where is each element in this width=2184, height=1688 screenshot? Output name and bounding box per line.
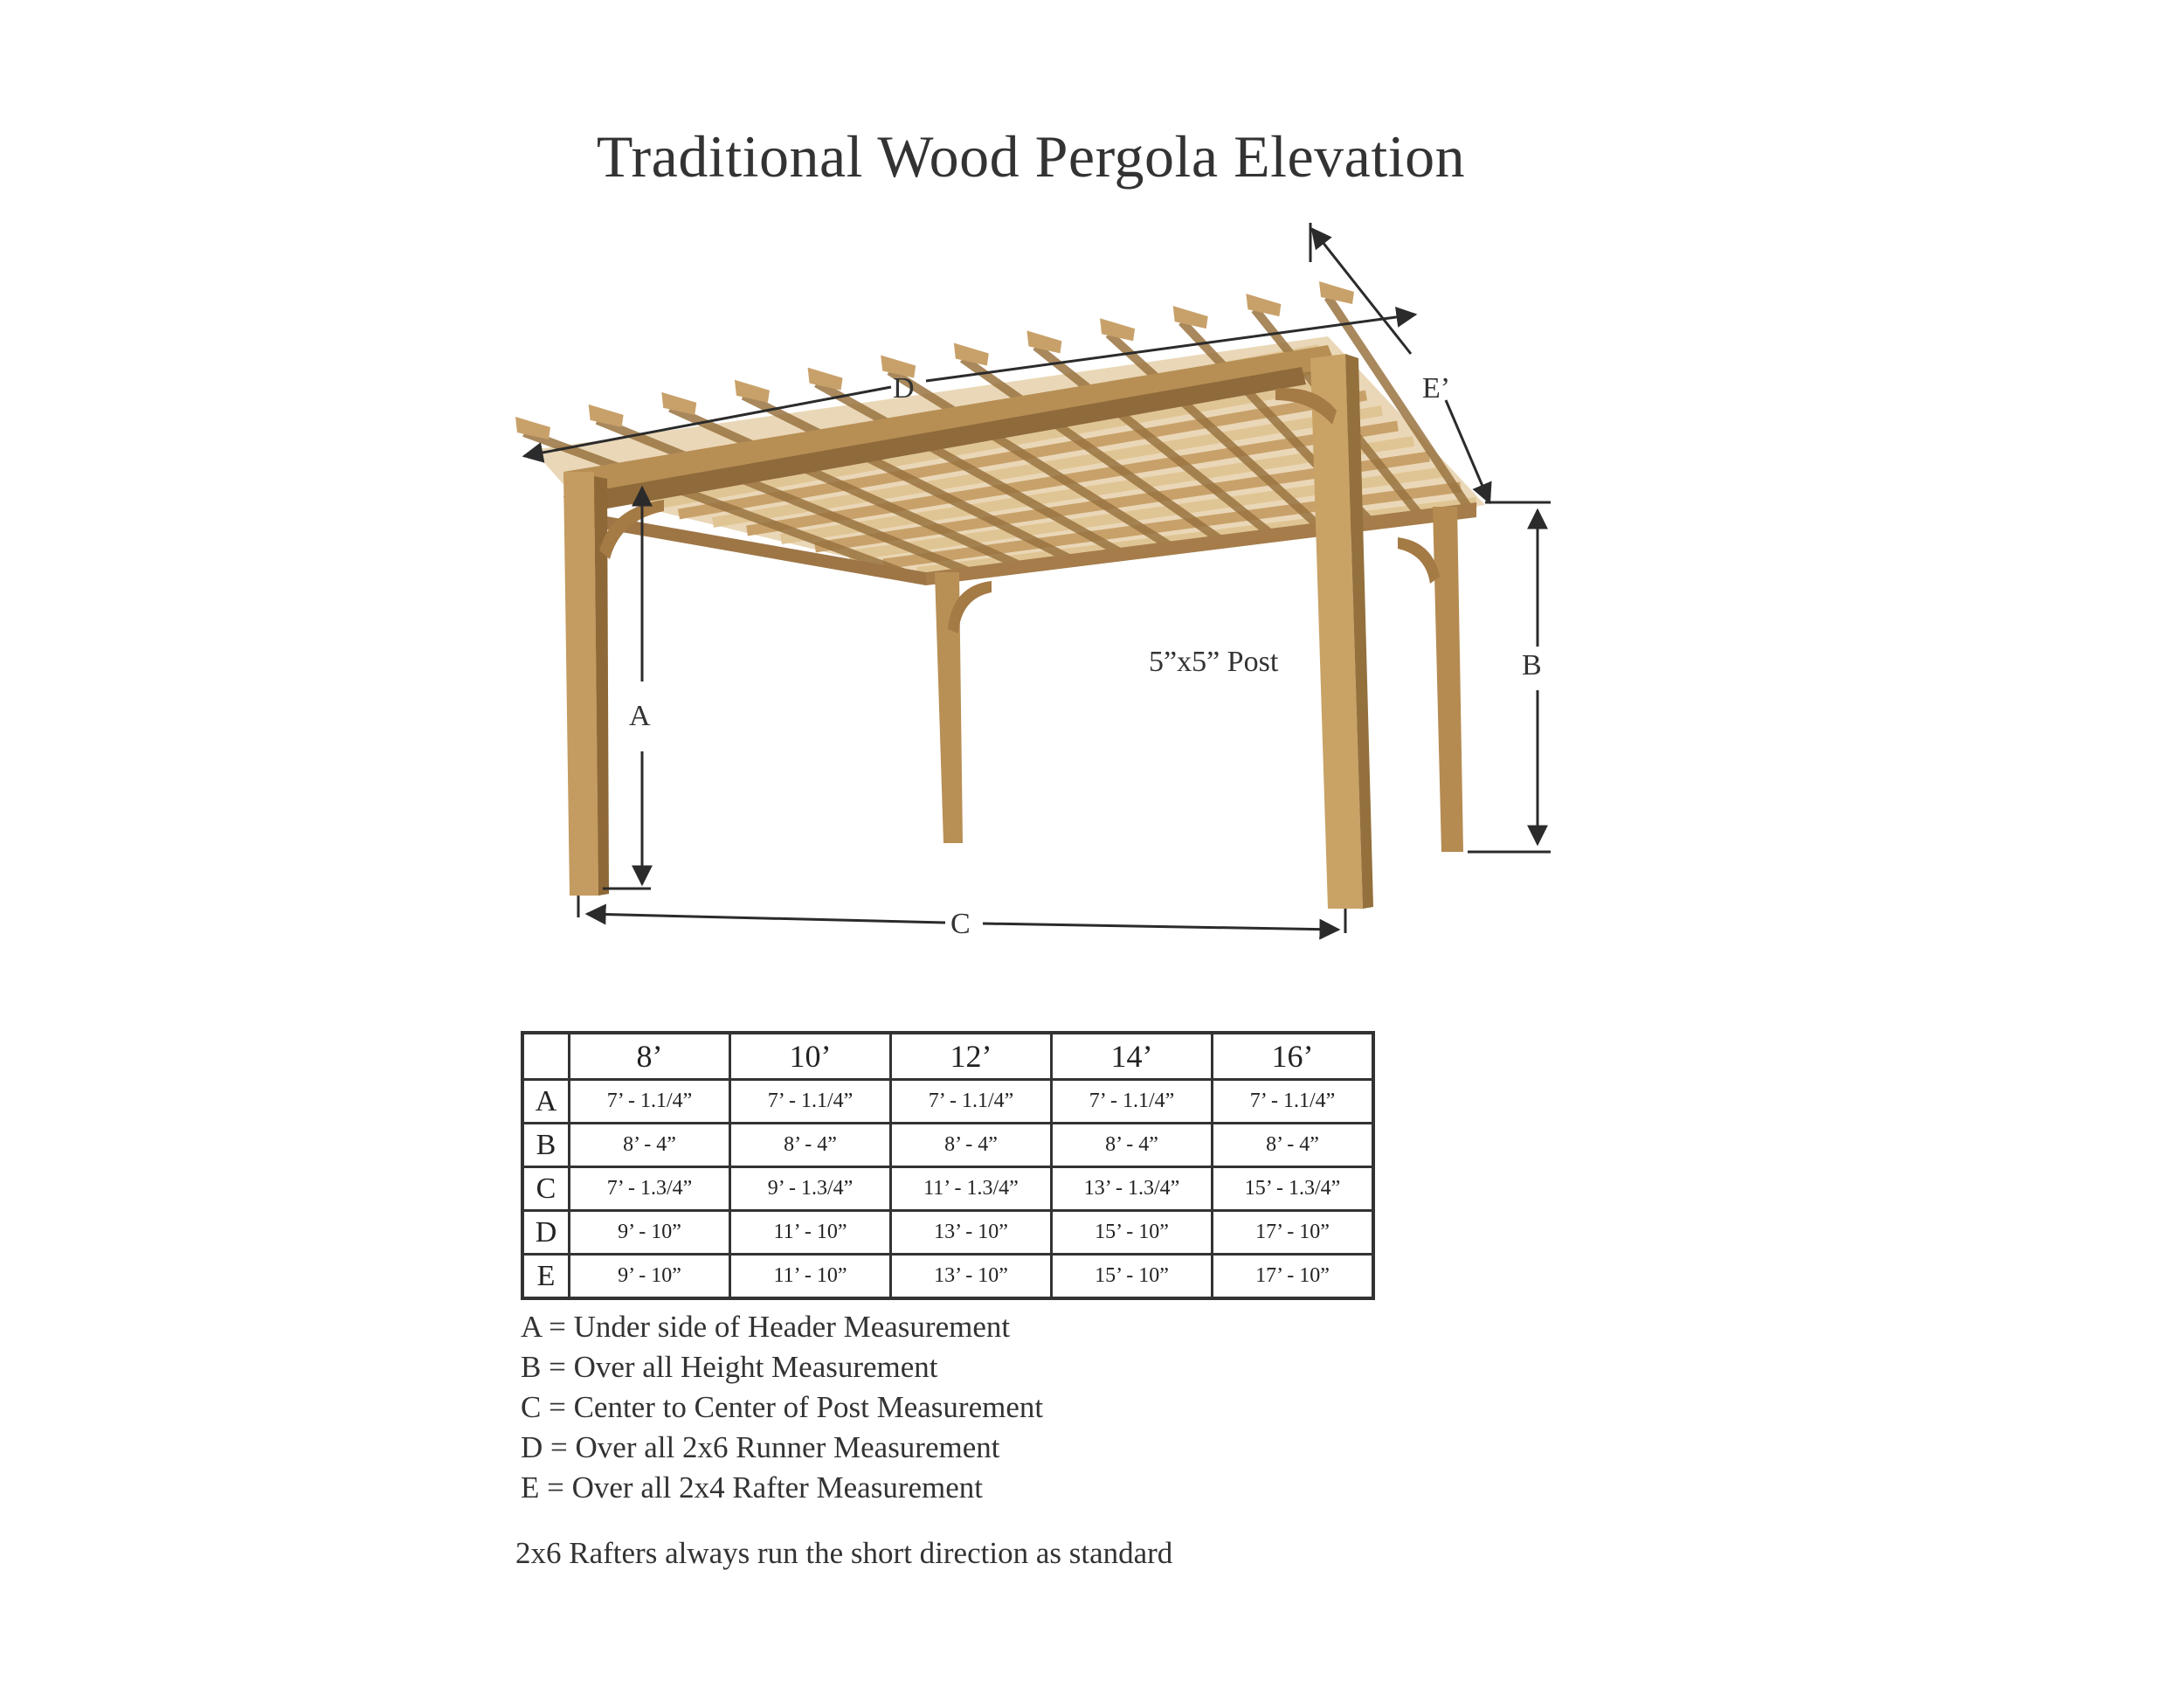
table-row: [522, 1080, 1373, 1124]
table-cell: 13’ - 10”: [891, 1255, 1052, 1299]
table-cell: 9’ - 10”: [570, 1255, 730, 1299]
table-row: [522, 1167, 1373, 1211]
table-cell: 8’ - 4”: [1213, 1124, 1374, 1167]
table-cell: 7’ - 1.1/4”: [1052, 1080, 1213, 1124]
rafter-footnote: 2x6 Rafters always run the short direction as standard: [515, 1536, 1173, 1570]
row-header: D: [522, 1211, 570, 1255]
rafter-tail: [1246, 294, 1281, 316]
table-cell: 15’ - 1.3/4”: [1213, 1167, 1374, 1211]
table-row: [522, 1124, 1373, 1167]
table-cell: 15’ - 10”: [1052, 1211, 1213, 1255]
table-cell: 7’ - 1.1/4”: [891, 1080, 1052, 1124]
row-header: C: [522, 1167, 570, 1211]
table-cell: 9’ - 1.3/4”: [730, 1167, 891, 1211]
legend-item-e: E = Over all 2x4 Rafter Measurement: [521, 1470, 983, 1505]
legend-item-b: B = Over all Height Measurement: [521, 1350, 938, 1384]
label-e: E’: [1422, 372, 1451, 405]
table-header-row: [522, 1033, 1373, 1080]
column-header: 14’: [1052, 1033, 1213, 1080]
dimension-table: [521, 1031, 1375, 1300]
column-header: 16’: [1213, 1033, 1374, 1080]
table-cell: 8’ - 4”: [730, 1124, 891, 1167]
table-cell: 8’ - 4”: [891, 1124, 1052, 1167]
post-size-label: 5”x5” Post: [1149, 646, 1279, 678]
dimension-lines: [524, 223, 1551, 933]
page-title: Traditional Wood Pergola Elevation: [596, 123, 1466, 190]
table-row: [522, 1255, 1373, 1299]
table-row: [522, 1211, 1373, 1255]
label-c: C: [950, 908, 971, 940]
table-cell: 15’ - 10”: [1052, 1255, 1213, 1299]
row-header: A: [522, 1080, 570, 1124]
column-header: 10’: [730, 1033, 891, 1080]
table-cell: 13’ - 10”: [891, 1211, 1052, 1255]
table-cell: 7’ - 1.1/4”: [730, 1080, 891, 1124]
table-cell: 7’ - 1.3/4”: [570, 1167, 730, 1211]
legend-item-a: A = Under side of Header Measurement: [521, 1310, 1011, 1344]
table-cell: 13’ - 1.3/4”: [1052, 1167, 1213, 1211]
table-cell: 7’ - 1.1/4”: [1213, 1080, 1374, 1124]
measurement-legend: [521, 1307, 1043, 1508]
table-cell: 8’ - 4”: [1052, 1124, 1213, 1167]
table-cell: 8’ - 4”: [570, 1124, 730, 1167]
table-cell: 17’ - 10”: [1213, 1255, 1374, 1299]
column-header: 12’: [891, 1033, 1052, 1080]
label-a: A: [629, 700, 651, 732]
row-header: E: [522, 1255, 570, 1299]
column-header: 8’: [570, 1033, 730, 1080]
table-corner-cell: [522, 1033, 570, 1080]
table-cell: 11’ - 1.3/4”: [891, 1167, 1052, 1211]
table-cell: 7’ - 1.1/4”: [570, 1080, 730, 1124]
legend-item-d: D = Over all 2x6 Runner Measurement: [521, 1430, 1000, 1464]
rafter-tail: [1319, 281, 1354, 304]
table-cell: 11’ - 10”: [730, 1255, 891, 1299]
row-header: B: [522, 1124, 570, 1167]
label-d: D: [893, 372, 915, 405]
table-cell: 9’ - 10”: [570, 1211, 730, 1255]
table-cell: 17’ - 10”: [1213, 1211, 1374, 1255]
legend-item-c: C = Center to Center of Post Measurement: [521, 1390, 1044, 1424]
table-cell: 11’ - 10”: [730, 1211, 891, 1255]
label-b: B: [1522, 649, 1542, 681]
